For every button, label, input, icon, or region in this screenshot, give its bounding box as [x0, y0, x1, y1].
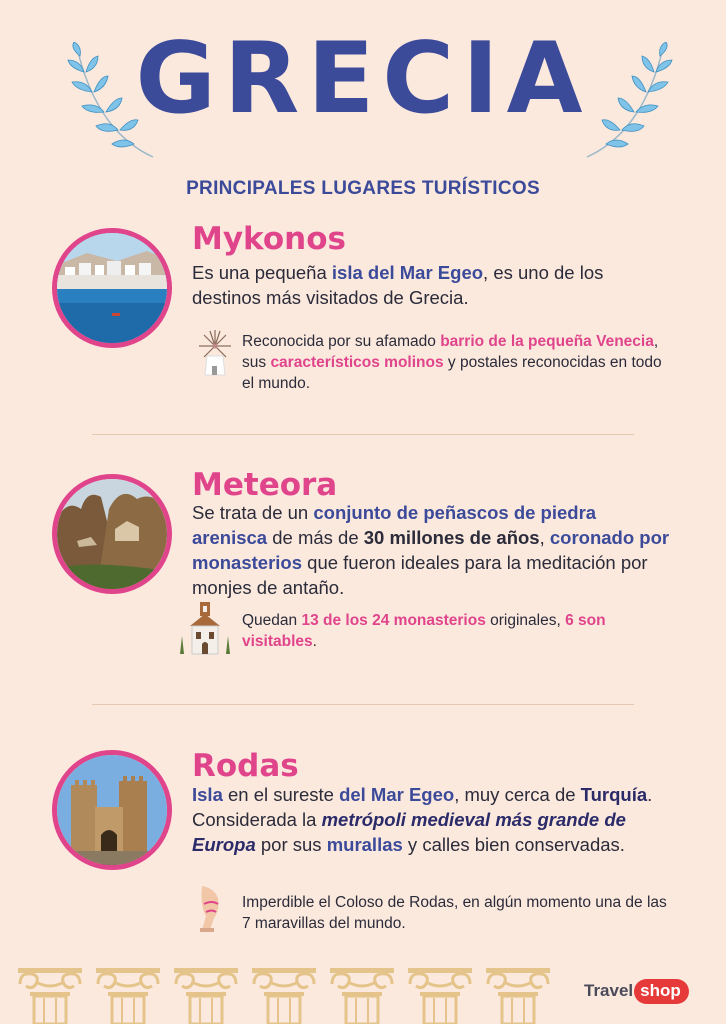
- greek-column-capital-icon: [14, 966, 574, 1024]
- monastery-icon: [176, 600, 234, 656]
- logo-travel-text: Travel: [584, 981, 634, 1000]
- logo-shop-text: shop: [634, 979, 689, 1004]
- section-title-rodas: Rodas: [192, 748, 299, 784]
- meteora-photo: [52, 474, 172, 594]
- divider: [92, 434, 634, 435]
- section-note-mykonos: Reconocida por su afamado barrio de la pequeña Venecia, sus característicos molinos y postales reconocidas en todo el mundo.: [242, 333, 662, 392]
- colossus-leg-icon: [192, 884, 232, 934]
- meteora-rocks-photo-icon: [57, 479, 167, 589]
- section-note-rodas: Imperdible el Coloso de Rodas, en algún momento una de las 7 maravillas del mundo.: [242, 894, 667, 932]
- rhodes-castle-photo-icon: [57, 755, 167, 865]
- mykonos-harbor-photo-icon: [57, 233, 167, 343]
- section-desc-mykonos: Es una pequeña isla del Mar Egeo, es uno de los destinos más visitados de Grecia.: [192, 262, 604, 308]
- section-title-meteora: Meteora: [192, 467, 338, 503]
- windmill-icon: [196, 328, 234, 376]
- mykonos-photo: [52, 228, 172, 348]
- section-note-meteora: Quedan 13 de los 24 monasterios originales, 6 son visitables.: [242, 612, 606, 650]
- section-desc-rodas: Isla en el sureste del Mar Egeo, muy cerca de Turquía. Considerada la metrópoli medieval más grande de Europa por sus murallas y calles bien conservadas.: [192, 784, 653, 855]
- section-title-mykonos: Mykonos: [192, 221, 346, 257]
- section-desc-meteora: Se trata de un conjunto de peñascos de piedra arenisca de más de 30 millones de años, coronado por monasterios que fueron ideales para la meditación por monjes de antaño.: [192, 502, 670, 598]
- rodas-photo: [52, 750, 172, 870]
- travelshop-logo[interactable]: [584, 976, 689, 1006]
- divider: [92, 704, 634, 705]
- page-title: GRECIA: [135, 22, 591, 136]
- page-subtitle: PRINCIPALES LUGARES TURÍSTICOS: [186, 178, 540, 199]
